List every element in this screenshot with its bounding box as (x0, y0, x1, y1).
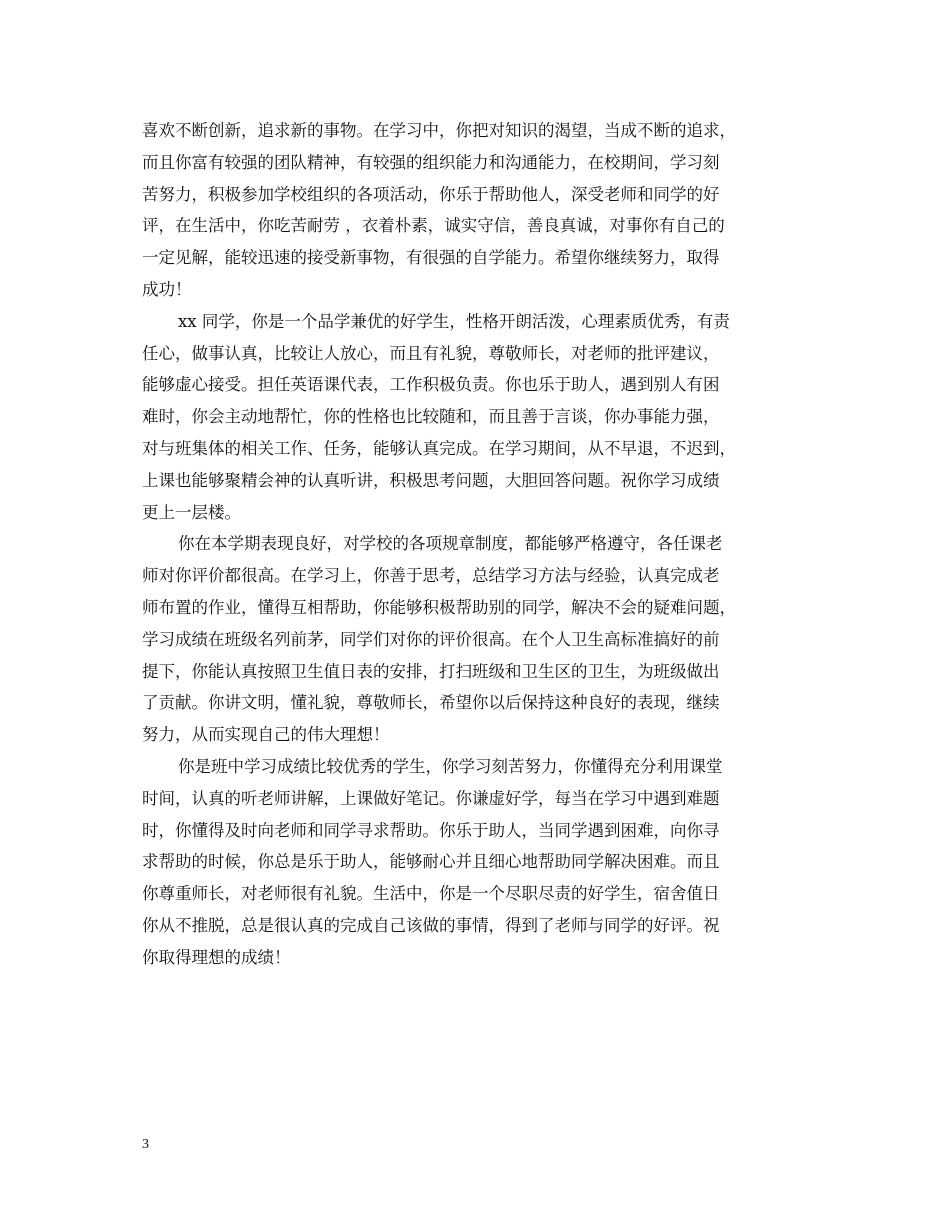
text-line: 你是班中学习成绩比较优秀的学生，你学习刻苦努力，你懂得充分利用课堂 (178, 756, 723, 776)
text-line: 对与班集体的相关工作、任务，能够认真完成。在学习期间，从不早退，不迟到， (142, 438, 736, 458)
text-line: 了贡献。你讲文明，懂礼貌，尊敬师长，希望你以后保持这种良好的表现，继续 (142, 693, 720, 713)
text-line: xx 同学，你是一个品学兼优的好学生，性格开朗活泼，心理素质优秀，有责 (178, 311, 730, 331)
text-line: 提下，你能认真按照卫生值日表的安排，打扫班级和卫生区的卫生，为班级做出 (142, 661, 720, 681)
text-line: 成功！ (142, 279, 192, 299)
text-line: 而且你富有较强的团队精神，有较强的组织能力和沟通能力，在校期间，学习刻 (142, 152, 720, 172)
text-line: 师布置的作业，懂得互相帮助，你能够积极帮助别的同学，解决不会的疑难问题， (142, 597, 736, 617)
page-number: 3 (142, 1137, 149, 1152)
text-line: 难时，你会主动地帮忙，你的性格也比较随和，而且善于言谈，你办事能力强， (142, 407, 720, 427)
text-line: 时间，认真的听老师讲解，上课做好笔记。你谦虚好学，每当在学习中遇到难题 (142, 788, 720, 808)
text-line: 苦努力，积极参加学校组织的各项活动，你乐于帮助他人，深受老师和同学的好 (142, 184, 720, 204)
text-line: 学习成绩在班级名列前茅，同学们对你的评价很高。在个人卫生高标准搞好的前 (142, 629, 720, 649)
text-line: 你尊重师长，对老师很有礼貌。生活中，你是一个尽职尽责的好学生，宿舍值日 (142, 884, 720, 904)
text-line: 上课也能够聚精会神的认真听讲，积极思考问题，大胆回答问题。祝你学习成绩 (142, 470, 720, 490)
text-line: 求帮助的时候，你总是乐于助人，能够耐心并且细心地帮助同学解决困难。而且 (142, 852, 720, 872)
body-text (142, 115, 810, 974)
text-line: 任心，做事认真，比较让人放心，而且有礼貌，尊敬师长，对老师的批评建议， (142, 343, 720, 363)
text-line: 喜欢不断创新，追求新的事物。在学习中，你把对知识的渴望，当成不断的追求， (142, 121, 736, 140)
text-line: 你从不推脱，总是很认真的完成自己该做的事情，得到了老师与同学的好评。祝 (142, 915, 720, 935)
text-line: 努力，从而实现自己的伟大理想！ (142, 725, 390, 745)
text-line: 评，在生活中，你吃苦耐劳 ，衣着朴素，诚实守信，善良真诚，对事你有自己的 (142, 216, 725, 236)
text-line: 能够虚心接受。担任英语课代表，工作积极负责。你也乐于助人，遇到别人有困 (142, 375, 720, 395)
text-line: 你在本学期表现良好，对学校的各项规章制度，都能够严格遵守，各任课老 (178, 534, 723, 554)
text-line: 你取得理想的成绩！ (142, 947, 291, 967)
text-line: 一定见解，能较迅速的接受新事物，有很强的自学能力。希望你继续努力，取得 (142, 248, 720, 268)
text-line: 更上一层楼。 (142, 502, 241, 522)
text-line: 师对你评价都很高。在学习上，你善于思考，总结学习方法与经验，认真完成老 (142, 566, 720, 586)
text-line: 时，你懂得及时向老师和同学寻求帮助。你乐于助人，当同学遇到困难，向你寻 (142, 820, 720, 840)
